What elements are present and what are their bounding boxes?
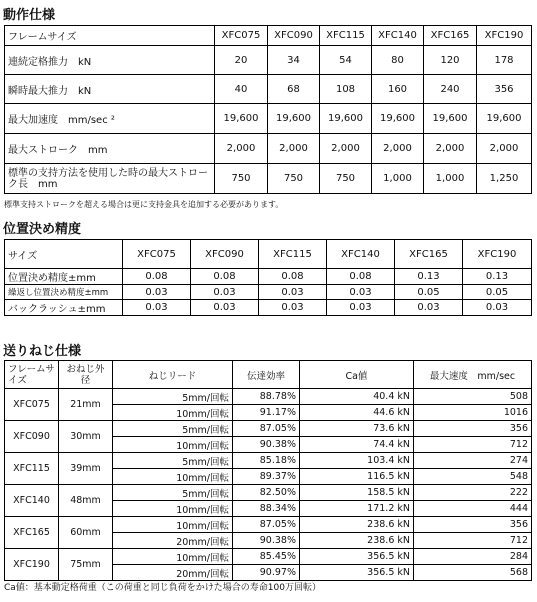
ca-cell: 44.6 kN bbox=[300, 405, 414, 421]
ca-cell: 356.5 kN bbox=[300, 549, 414, 565]
precision-header-cell: XFC165 bbox=[395, 240, 463, 269]
lead-cell: 10mm/回転 bbox=[113, 405, 233, 421]
cell: 2,000 bbox=[424, 134, 477, 164]
speed-cell: 508 bbox=[414, 389, 532, 405]
cell: 178 bbox=[477, 46, 532, 75]
cell: 54 bbox=[320, 46, 372, 75]
speed-cell: 568 bbox=[414, 565, 532, 581]
cell: 1,000 bbox=[424, 164, 477, 194]
lead-cell: 10mm/回転 bbox=[113, 549, 233, 565]
spec-header-cell: XFC165 bbox=[424, 26, 477, 46]
diameter-cell: 48mm bbox=[59, 485, 113, 517]
row-label: 繰返し位置決め精度±mm bbox=[5, 285, 123, 300]
cell: 20 bbox=[215, 46, 268, 75]
cell: 0.13 bbox=[395, 269, 463, 285]
screw-header-speed: 最大速度 mm/sec bbox=[414, 361, 532, 389]
cell: 0.03 bbox=[259, 300, 327, 316]
table-row bbox=[5, 75, 532, 104]
cell: 0.05 bbox=[463, 285, 532, 300]
lead-cell: 20mm/回転 bbox=[113, 565, 233, 581]
cell: 0.03 bbox=[395, 300, 463, 316]
cell: 0.03 bbox=[327, 300, 395, 316]
cell: 19,600 bbox=[268, 104, 320, 134]
speed-cell: 284 bbox=[414, 549, 532, 565]
cell: 80 bbox=[372, 46, 424, 75]
cell: 1,250 bbox=[477, 164, 532, 194]
lead-cell: 10mm/回転 bbox=[113, 501, 233, 517]
lead-cell: 5mm/回転 bbox=[113, 421, 233, 437]
precision-header-cell: XFC190 bbox=[463, 240, 532, 269]
precision-header-cell: XFC140 bbox=[327, 240, 395, 269]
precision-header-cell: XFC090 bbox=[191, 240, 259, 269]
frame-cell: XFC140 bbox=[5, 485, 59, 517]
cell: 0.03 bbox=[191, 285, 259, 300]
screw-note: Ca値：基本動定格荷重（この荷重と同じ負荷をかけた場合の寿命100万回転） bbox=[4, 583, 321, 593]
spec-header-cell: XFC115 bbox=[320, 26, 372, 46]
precision-header-row bbox=[5, 240, 532, 269]
efficiency-cell: 87.05% bbox=[233, 421, 300, 437]
ca-cell: 116.5 kN bbox=[300, 469, 414, 485]
efficiency-cell: 85.45% bbox=[233, 549, 300, 565]
precision-title: 位置決め精度 bbox=[3, 222, 82, 237]
efficiency-cell: 85.18% bbox=[233, 453, 300, 469]
efficiency-cell: 91.17% bbox=[233, 405, 300, 421]
cell: 34 bbox=[268, 46, 320, 75]
cell: 0.03 bbox=[463, 300, 532, 316]
screw-header-diameter: おねじ外径 bbox=[59, 361, 113, 389]
lead-cell: 10mm/回転 bbox=[113, 517, 233, 533]
precision-table bbox=[4, 239, 532, 316]
screw-header-lead: ねじリード bbox=[113, 361, 233, 389]
table-row bbox=[5, 46, 532, 75]
cell: 750 bbox=[268, 164, 320, 194]
cell: 750 bbox=[320, 164, 372, 194]
cell: 19,600 bbox=[372, 104, 424, 134]
row-label: 最大ストローク mm bbox=[5, 134, 215, 164]
efficiency-cell: 90.97% bbox=[233, 565, 300, 581]
cell: 2,000 bbox=[215, 134, 268, 164]
row-label: 位置決め精度±mm bbox=[5, 269, 123, 285]
lead-cell: 5mm/回転 bbox=[113, 389, 233, 405]
frame-cell: XFC075 bbox=[5, 389, 59, 421]
ca-cell: 356.5 kN bbox=[300, 565, 414, 581]
ca-cell: 74.4 kN bbox=[300, 437, 414, 453]
diameter-cell: 75mm bbox=[59, 549, 113, 581]
speed-cell: 222 bbox=[414, 485, 532, 501]
efficiency-cell: 90.38% bbox=[233, 533, 300, 549]
cell: 0.08 bbox=[191, 269, 259, 285]
ca-cell: 171.2 kN bbox=[300, 501, 414, 517]
diameter-cell: 39mm bbox=[59, 453, 113, 485]
spec-table bbox=[4, 25, 532, 194]
efficiency-cell: 88.78% bbox=[233, 389, 300, 405]
table-row bbox=[5, 453, 532, 469]
ca-cell: 158.5 kN bbox=[300, 485, 414, 501]
table-row bbox=[5, 389, 532, 405]
row-label: 連続定格推力 kN bbox=[5, 46, 215, 75]
cell: 2,000 bbox=[268, 134, 320, 164]
ca-cell: 238.6 kN bbox=[300, 533, 414, 549]
row-label: 瞬時最大推力 kN bbox=[5, 75, 215, 104]
table-row bbox=[5, 164, 532, 194]
cell: 1,000 bbox=[372, 164, 424, 194]
row-label: バックラッシュ±mm bbox=[5, 300, 123, 316]
cell: 19,600 bbox=[477, 104, 532, 134]
speed-cell: 356 bbox=[414, 517, 532, 533]
cell: 0.08 bbox=[259, 269, 327, 285]
efficiency-cell: 87.05% bbox=[233, 517, 300, 533]
cell: 19,600 bbox=[320, 104, 372, 134]
frame-cell: XFC190 bbox=[5, 549, 59, 581]
precision-header-cell: XFC075 bbox=[123, 240, 191, 269]
cell: 0.13 bbox=[463, 269, 532, 285]
cell: 0.03 bbox=[191, 300, 259, 316]
cell: 40 bbox=[215, 75, 268, 104]
spec-header-cell: フレームサイズ bbox=[5, 26, 215, 46]
cell: 240 bbox=[424, 75, 477, 104]
lead-cell: 10mm/回転 bbox=[113, 469, 233, 485]
table-row bbox=[5, 549, 532, 565]
cell: 120 bbox=[424, 46, 477, 75]
frame-cell: XFC115 bbox=[5, 453, 59, 485]
cell: 0.08 bbox=[327, 269, 395, 285]
efficiency-cell: 89.37% bbox=[233, 469, 300, 485]
screw-header-frame: フレームサイズ bbox=[5, 361, 59, 389]
cell: 750 bbox=[215, 164, 268, 194]
speed-cell: 1016 bbox=[414, 405, 532, 421]
ca-cell: 73.6 kN bbox=[300, 421, 414, 437]
spec-header-cell: XFC075 bbox=[215, 26, 268, 46]
speed-cell: 712 bbox=[414, 533, 532, 549]
spec-header-cell: XFC190 bbox=[477, 26, 532, 46]
table-row bbox=[5, 517, 532, 533]
cell: 108 bbox=[320, 75, 372, 104]
cell: 0.03 bbox=[327, 285, 395, 300]
speed-cell: 444 bbox=[414, 501, 532, 517]
cell: 0.05 bbox=[395, 285, 463, 300]
row-label: 最大加速度 mm/sec ² bbox=[5, 104, 215, 134]
table-row bbox=[5, 134, 532, 164]
table-row bbox=[5, 269, 532, 285]
diameter-cell: 30mm bbox=[59, 421, 113, 453]
spec-note: 標準支持ストロークを超える場合は更に支持金具を追加する必要があります。 bbox=[4, 200, 284, 209]
cell: 0.08 bbox=[123, 269, 191, 285]
row-label: 標準の支持方法を使用した時の最大ストローク長 mm bbox=[5, 164, 215, 194]
cell: 0.03 bbox=[259, 285, 327, 300]
ca-cell: 238.6 kN bbox=[300, 517, 414, 533]
screw-title: 送りねじ仕様 bbox=[3, 344, 82, 359]
screw-header-ca: Ca値 bbox=[300, 361, 414, 389]
cell: 68 bbox=[268, 75, 320, 104]
screw-header-efficiency: 伝達効率 bbox=[233, 361, 300, 389]
speed-cell: 274 bbox=[414, 453, 532, 469]
efficiency-cell: 90.38% bbox=[233, 437, 300, 453]
cell: 19,600 bbox=[215, 104, 268, 134]
cell: 356 bbox=[477, 75, 532, 104]
efficiency-cell: 88.34% bbox=[233, 501, 300, 517]
diameter-cell: 21mm bbox=[59, 389, 113, 421]
cell: 160 bbox=[372, 75, 424, 104]
speed-cell: 712 bbox=[414, 437, 532, 453]
cell: 2,000 bbox=[320, 134, 372, 164]
precision-header-cell: XFC115 bbox=[259, 240, 327, 269]
ca-cell: 103.4 kN bbox=[300, 453, 414, 469]
speed-cell: 548 bbox=[414, 469, 532, 485]
lead-cell: 20mm/回転 bbox=[113, 533, 233, 549]
spec-header-cell: XFC090 bbox=[268, 26, 320, 46]
frame-cell: XFC090 bbox=[5, 421, 59, 453]
efficiency-cell: 82.50% bbox=[233, 485, 300, 501]
frame-cell: XFC165 bbox=[5, 517, 59, 549]
spec-header-row bbox=[5, 26, 532, 46]
table-row bbox=[5, 104, 532, 134]
ca-cell: 40.4 kN bbox=[300, 389, 414, 405]
cell: 19,600 bbox=[424, 104, 477, 134]
table-row bbox=[5, 285, 532, 300]
table-row bbox=[5, 300, 532, 316]
cell: 0.03 bbox=[123, 285, 191, 300]
table-row bbox=[5, 421, 532, 437]
diameter-cell: 60mm bbox=[59, 517, 113, 549]
speed-cell: 356 bbox=[414, 421, 532, 437]
table-row bbox=[5, 485, 532, 501]
spec-header-cell: XFC140 bbox=[372, 26, 424, 46]
screw-header-row bbox=[5, 361, 532, 389]
lead-cell: 5mm/回転 bbox=[113, 453, 233, 469]
lead-cell: 10mm/回転 bbox=[113, 437, 233, 453]
cell: 0.03 bbox=[123, 300, 191, 316]
precision-header-cell: サイズ bbox=[5, 240, 123, 269]
cell: 2,000 bbox=[372, 134, 424, 164]
lead-cell: 5mm/回転 bbox=[113, 485, 233, 501]
spec-title: 動作仕様 bbox=[3, 8, 56, 23]
screw-table bbox=[4, 360, 532, 581]
cell: 2,000 bbox=[477, 134, 532, 164]
